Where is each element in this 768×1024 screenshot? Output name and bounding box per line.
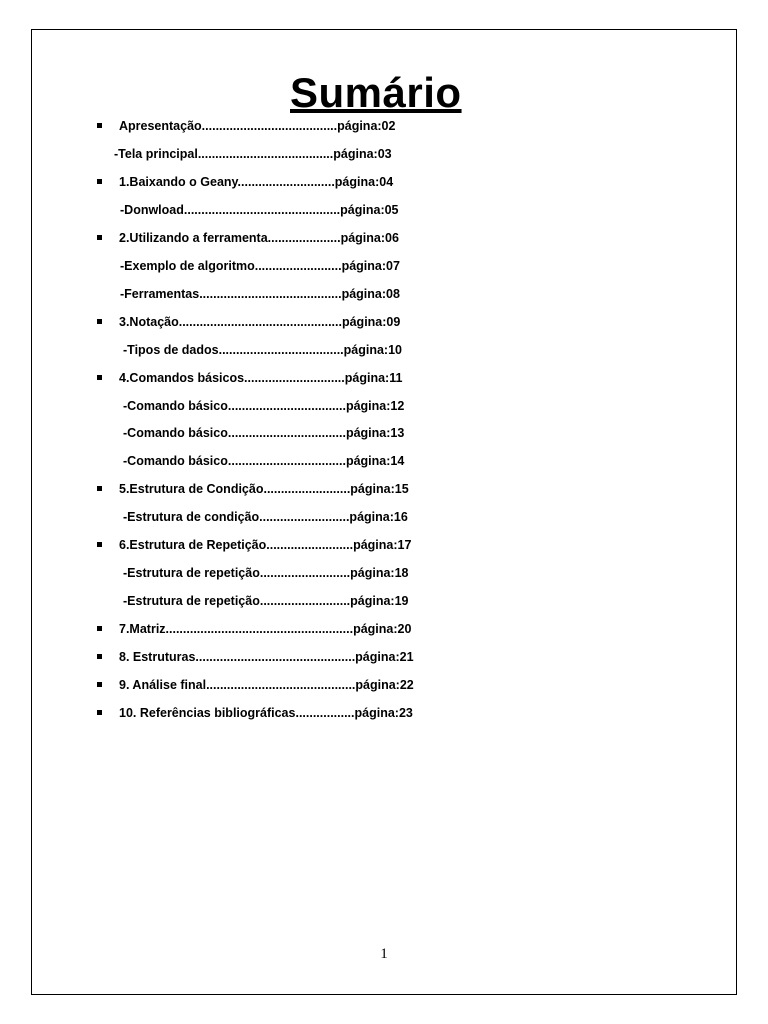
toc-entry: -Tipos de dados....................................página:10 [123, 342, 402, 357]
toc-entry: 10. Referências bibliográficas.................página:23 [119, 705, 413, 720]
toc-entry: 2.Utilizando a ferramenta.....................página:06 [119, 230, 399, 245]
bullet-icon [97, 486, 102, 491]
toc-entry: -Comando básico..................................página:14 [123, 454, 405, 469]
page-title: Sumário [290, 69, 462, 116]
bullet-icon [97, 626, 102, 631]
toc-entry: -Estrutura de condição..........................página:16 [123, 510, 408, 525]
toc-entry: -Comando básico..................................página:12 [123, 398, 405, 413]
bullet-icon [97, 235, 102, 240]
toc-entry: -Estrutura de repetição..........................página:18 [123, 566, 409, 581]
toc-entry: -Tela principal.......................................página:03 [114, 146, 392, 161]
toc-entry: 5.Estrutura de Condição.........................página:15 [119, 482, 409, 497]
toc-entry: 1.Baixando o Geany............................página:04 [119, 174, 394, 189]
toc-entry: -Ferramentas.........................................página:08 [120, 286, 400, 301]
toc-entry: 6.Estrutura de Repetição.........................página:17 [119, 538, 412, 553]
bullet-icon [97, 179, 102, 184]
bullet-icon [97, 319, 102, 324]
toc-entry: Apresentação.......................................página:02 [119, 119, 396, 133]
bullet-icon [97, 375, 102, 380]
page-number: 1 [380, 946, 388, 962]
bullet-icon [97, 682, 102, 687]
toc-entry: 7.Matriz......................................................página:20 [119, 622, 412, 637]
bullet-icon [97, 654, 102, 659]
bullet-icon [97, 123, 102, 128]
toc-entry: 9. Análise final...........................................página:22 [119, 678, 414, 692]
bullet-icon [97, 542, 102, 547]
toc-entry: -Exemplo de algoritmo.........................página:07 [120, 258, 400, 273]
toc-entry: -Donwload.............................................página:05 [120, 202, 399, 217]
toc-entry: 4.Comandos básicos.............................página:11 [119, 370, 403, 385]
toc-entry: 3.Notação...............................................página:09 [119, 314, 401, 329]
toc-entry: -Estrutura de repetição..........................página:19 [123, 594, 409, 609]
toc-entry: -Comando básico..................................página:13 [123, 426, 405, 441]
toc-entry: 8. Estruturas..............................................página:21 [119, 650, 414, 665]
bullet-icon [97, 710, 102, 715]
